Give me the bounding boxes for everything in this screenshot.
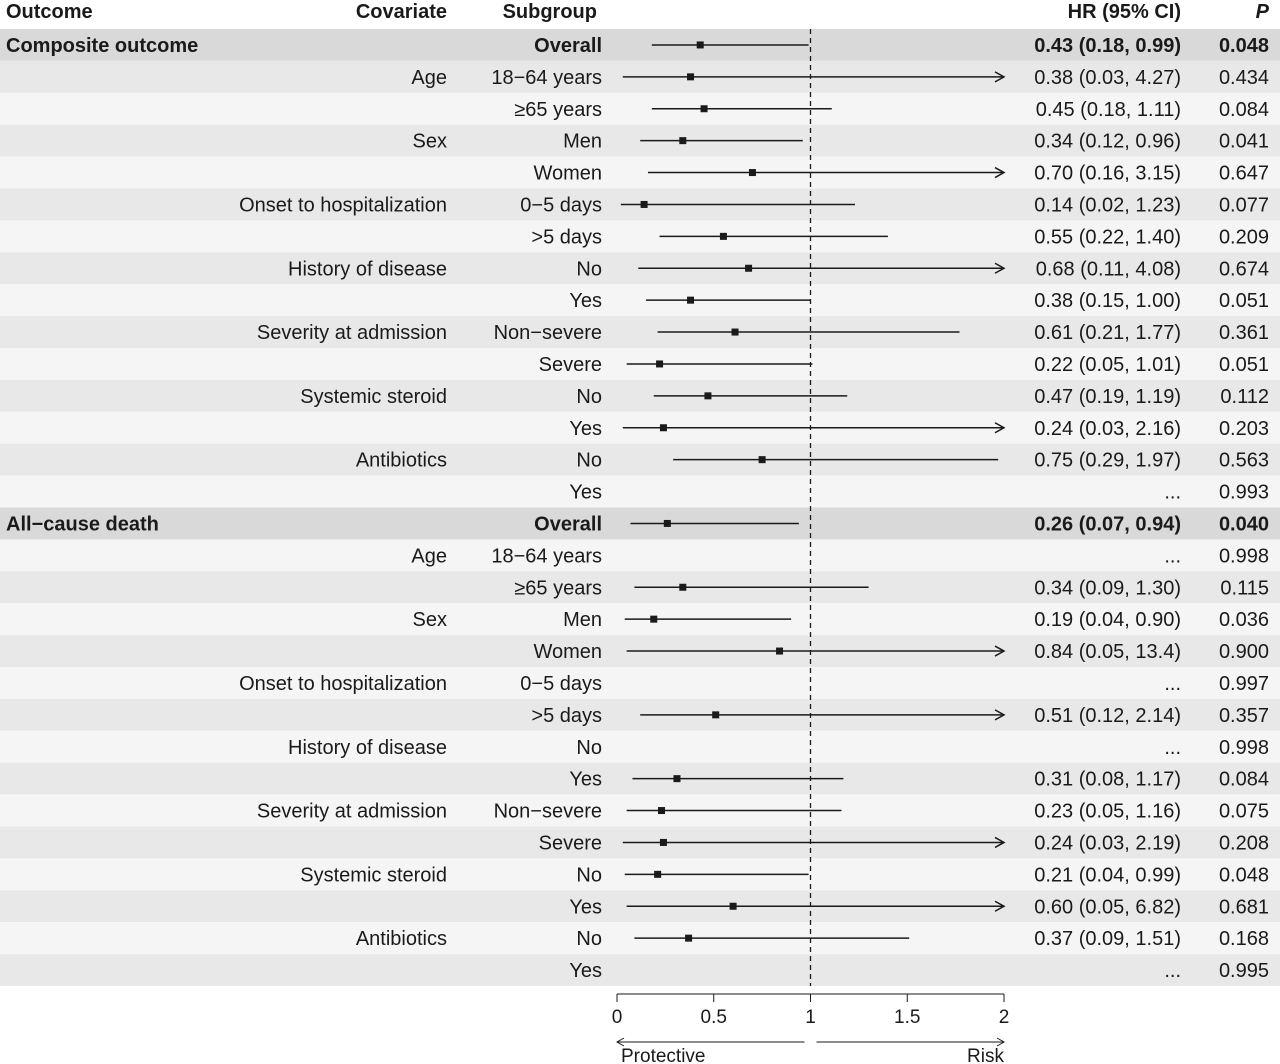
hr-point: [759, 456, 766, 463]
hr-point: [712, 711, 719, 718]
hr-point: [641, 201, 648, 208]
outcome-label: All−cause death: [6, 513, 159, 536]
subgroup-label: 18−64 years: [491, 66, 602, 89]
hr-ci-label: 0.34 (0.09, 1.30): [1034, 577, 1181, 600]
header-hr: HR (95% CI): [1067, 1, 1181, 23]
subgroup-label: Yes: [569, 481, 602, 504]
subgroup-label: Yes: [569, 290, 602, 313]
subgroup-label: No: [576, 385, 602, 408]
p-value-label: 0.051: [1218, 290, 1269, 313]
subgroup-label: No: [576, 258, 602, 281]
hr-ci-label: 0.55 (0.22, 1.40): [1034, 226, 1181, 249]
p-value-label: 0.563: [1218, 449, 1269, 472]
p-value-label: 0.112: [1220, 385, 1269, 408]
hr-ci-label: 0.68 (0.11, 4.08): [1035, 258, 1181, 281]
subgroup-label: No: [576, 928, 602, 951]
hr-ci-label: 0.26 (0.07, 0.94): [1034, 513, 1181, 536]
p-value-label: 0.075: [1218, 800, 1269, 823]
p-value-label: 0.361: [1218, 322, 1269, 345]
hr-point: [720, 233, 727, 240]
p-value-label: 0.357: [1218, 704, 1269, 727]
hr-ci-label: 0.21 (0.04, 0.99): [1034, 864, 1181, 887]
subgroup-label: 18−64 years: [491, 545, 602, 568]
p-value-label: 0.208: [1218, 832, 1269, 855]
hr-point: [776, 648, 783, 655]
hr-ci-label: 0.24 (0.03, 2.19): [1034, 832, 1181, 855]
x-tick-label: 1: [805, 1007, 816, 1028]
p-value-label: 0.051: [1218, 353, 1269, 376]
hr-ci-label: 0.51 (0.12, 2.14): [1034, 704, 1181, 727]
hr-point: [732, 329, 739, 336]
hr-ci-label: 0.61 (0.21, 1.77): [1034, 322, 1181, 345]
hr-point: [654, 871, 661, 878]
hr-point: [701, 105, 708, 112]
outcome-label: Composite outcome: [6, 34, 199, 57]
row-background: [0, 476, 1280, 508]
x-tick-label: 1.5: [894, 1007, 921, 1028]
subgroup-label: Yes: [569, 896, 602, 919]
subgroup-label: No: [576, 449, 602, 472]
p-value-label: 0.674: [1218, 258, 1269, 281]
direction-arrows: [617, 1038, 1004, 1064]
p-value-label: 0.115: [1220, 577, 1269, 600]
p-value-label: 0.998: [1218, 545, 1269, 568]
hr-point: [650, 616, 657, 623]
covariate-label: Antibiotics: [355, 449, 447, 472]
hr-ci-label: 0.24 (0.03, 2.16): [1034, 417, 1181, 440]
hr-point: [673, 775, 680, 782]
subgroup-label: Yes: [569, 417, 602, 440]
hr-ci-label: 0.75 (0.29, 1.97): [1034, 449, 1181, 472]
row-background: [0, 731, 1280, 763]
row-background: [0, 954, 1280, 986]
p-value-label: 0.077: [1218, 194, 1269, 217]
hr-ci-label: 0.47 (0.19, 1.19): [1034, 385, 1181, 408]
covariate-label: Onset to hospitalization: [239, 194, 447, 217]
p-value-label: 0.997: [1218, 672, 1269, 695]
covariate-label: Severity at admission: [256, 800, 447, 823]
hr-point: [679, 584, 686, 591]
hr-point: [687, 297, 694, 304]
hr-ci-label: 0.14 (0.02, 1.23): [1034, 194, 1181, 217]
p-value-label: 0.036: [1218, 609, 1269, 632]
hr-ci-label: 0.43 (0.18, 0.99): [1034, 34, 1181, 57]
p-value-label: 0.040: [1218, 513, 1269, 536]
subgroup-label: ≥65 years: [514, 98, 602, 121]
hr-ci-label: 0.22 (0.05, 1.01): [1034, 353, 1181, 376]
covariate-label: Systemic steroid: [300, 864, 447, 887]
subgroup-label: Non−severe: [493, 800, 602, 823]
hr-ci-label: ...: [1164, 545, 1181, 568]
p-value-label: 0.995: [1218, 960, 1269, 983]
column-headers: [6, 1, 1270, 23]
hr-point: [660, 839, 667, 846]
subgroup-label: No: [576, 864, 602, 887]
covariate-label: Systemic steroid: [300, 385, 447, 408]
hr-ci-label: ...: [1164, 960, 1181, 983]
hr-ci-label: 0.84 (0.05, 13.4): [1034, 641, 1181, 664]
row-background: [0, 539, 1280, 571]
covariate-label: Onset to hospitalization: [239, 672, 447, 695]
hr-ci-label: 0.31 (0.08, 1.17): [1034, 768, 1181, 791]
p-value-label: 0.993: [1218, 481, 1269, 504]
hr-point: [697, 41, 704, 48]
subgroup-label: Women: [533, 162, 602, 185]
header-subgroup: Subgroup: [502, 1, 597, 23]
header-p: P: [1255, 1, 1269, 23]
hr-ci-label: ...: [1164, 736, 1181, 759]
hr-ci-label: 0.38 (0.15, 1.00): [1034, 290, 1181, 313]
subgroup-label: Non−severe: [493, 322, 602, 345]
hr-point: [749, 169, 756, 176]
hr-ci-label: ...: [1164, 672, 1181, 695]
p-value-label: 0.203: [1218, 417, 1269, 440]
x-tick-label: 0.5: [700, 1007, 727, 1028]
covariate-label: Age: [411, 545, 447, 568]
hr-ci-label: 0.38 (0.03, 4.27): [1034, 66, 1181, 89]
hr-point: [658, 807, 665, 814]
p-value-label: 0.168: [1218, 928, 1269, 951]
subgroup-label: >5 days: [531, 704, 602, 727]
x-tick-label: 2: [998, 1007, 1010, 1028]
p-value-label: 0.048: [1218, 34, 1269, 57]
subgroup-label: 0−5 days: [520, 194, 602, 217]
hr-point: [687, 73, 694, 80]
subgroup-label: Women: [533, 641, 602, 664]
p-value-label: 0.048: [1218, 864, 1269, 887]
p-value-label: 0.647: [1218, 162, 1269, 185]
p-value-label: 0.084: [1218, 98, 1269, 121]
covariate-label: Severity at admission: [256, 322, 447, 345]
hr-point: [679, 137, 686, 144]
hr-point: [656, 360, 663, 367]
hr-ci-label: 0.37 (0.09, 1.51): [1034, 928, 1181, 951]
row-background: [0, 667, 1280, 699]
covariate-label: Age: [411, 66, 447, 89]
covariate-label: Antibiotics: [355, 928, 447, 951]
hr-ci-label: 0.70 (0.16, 3.15): [1034, 162, 1181, 185]
subgroup-label: Men: [563, 130, 602, 153]
covariate-label: History of disease: [288, 736, 447, 759]
hr-point: [685, 935, 692, 942]
p-value-label: 0.434: [1218, 66, 1269, 89]
hr-ci-label: 0.23 (0.05, 1.16): [1034, 800, 1181, 823]
subgroup-label: Severe: [538, 832, 602, 855]
hr-point: [745, 265, 752, 272]
hr-ci-label: 0.60 (0.05, 6.82): [1034, 896, 1181, 919]
hr-point: [664, 520, 671, 527]
subgroup-label: 0−5 days: [520, 672, 602, 695]
hr-point: [660, 424, 667, 431]
p-value-label: 0.998: [1218, 736, 1269, 759]
p-value-label: 0.041: [1218, 130, 1269, 153]
p-value-label: 0.084: [1218, 768, 1269, 791]
header-outcome: Outcome: [6, 1, 93, 23]
subgroup-label: ≥65 years: [514, 577, 602, 600]
p-value-label: 0.209: [1218, 226, 1269, 249]
p-value-label: 0.681: [1218, 896, 1269, 919]
subgroup-label: Overall: [534, 34, 602, 57]
risk-label: Risk: [967, 1046, 1004, 1064]
subgroup-label: Yes: [569, 768, 602, 791]
subgroup-label: >5 days: [531, 226, 602, 249]
protective-label: Protective: [621, 1046, 706, 1064]
hr-ci-label: ...: [1164, 481, 1181, 504]
covariate-label: Sex: [412, 130, 447, 153]
subgroup-label: Overall: [534, 513, 602, 536]
subgroup-label: Men: [563, 609, 602, 632]
hr-point: [730, 903, 737, 910]
p-value-label: 0.900: [1218, 641, 1269, 664]
hr-ci-label: 0.45 (0.18, 1.11): [1035, 98, 1181, 121]
hr-point: [704, 392, 711, 399]
header-covariate: Covariate: [355, 1, 447, 23]
subgroup-label: No: [576, 736, 602, 759]
covariate-label: Sex: [412, 609, 447, 632]
subgroup-label: Severe: [538, 353, 602, 376]
hr-ci-label: 0.19 (0.04, 0.90): [1034, 609, 1181, 632]
x-axis: [612, 994, 1010, 1028]
hr-ci-label: 0.34 (0.12, 0.96): [1034, 130, 1181, 153]
covariate-label: History of disease: [288, 258, 447, 281]
x-tick-label: 0: [611, 1007, 623, 1028]
subgroup-label: Yes: [569, 960, 602, 983]
